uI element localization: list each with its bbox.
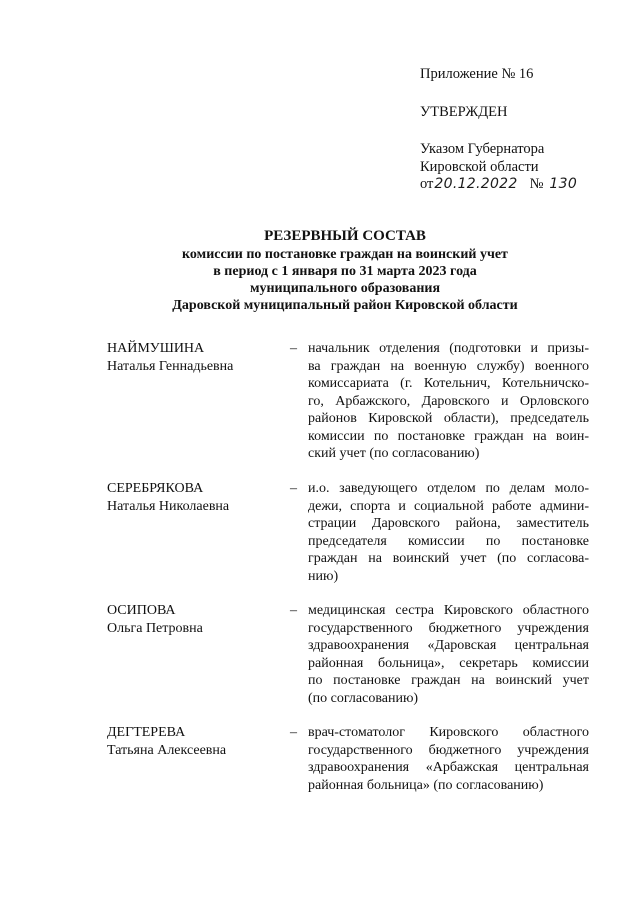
decree-line-1: Указом Губернатора xyxy=(420,141,545,157)
member-surname: ОСИПОВА xyxy=(107,603,176,618)
appendix-number: Приложение № 16 xyxy=(420,66,534,82)
member-given-name: Ольга Петровна xyxy=(107,620,203,636)
role-line: начальник отделения (подготовки и призы- xyxy=(308,341,589,356)
role-line: страции Даровского района, заместитель xyxy=(308,516,589,531)
member-name-block xyxy=(107,724,287,759)
role-line: комиссариата (г. Котельнич, Котельничско- xyxy=(308,376,589,391)
member-role xyxy=(308,602,589,707)
role-line: государственного бюджетного учреждения xyxy=(308,742,589,758)
title-line-5: Даровской муниципальный район Кировской области xyxy=(172,298,518,313)
title-line-3: в период с 1 января по 31 марта 2023 года xyxy=(213,264,477,279)
number-sign: № xyxy=(529,176,544,192)
title-main: РЕЗЕРВНЫЙ СОСТАВ xyxy=(264,228,426,244)
member-role xyxy=(308,724,589,794)
dash-separator: – xyxy=(290,481,297,496)
dash-separator: – xyxy=(290,603,297,618)
role-line: председателя комиссии по постановке xyxy=(308,533,589,549)
dash-separator: – xyxy=(290,341,297,356)
title-line-2: комиссии по постановке граждан на воинский учет xyxy=(182,247,508,262)
member-surname: СЕРЕБРЯКОВА xyxy=(107,481,204,496)
role-line: дежи, спорта и социальной работе админи- xyxy=(308,498,589,514)
approval-stamp xyxy=(420,66,620,194)
document-title xyxy=(100,228,590,314)
decree-date-line xyxy=(420,176,620,194)
role-line: (по согласованию) xyxy=(308,690,419,706)
member-given-name: Наталья Геннадьевна xyxy=(107,358,234,374)
role-line: здравоохранения «Даровская центральная xyxy=(308,638,589,653)
role-line: районная больница» (по согласованию) xyxy=(308,777,544,793)
member-surname: НАЙМУШИНА xyxy=(107,341,205,356)
member-name-block xyxy=(107,602,287,637)
date-prefix: от xyxy=(420,176,434,192)
role-line: государственного бюджетного учреждения xyxy=(308,620,589,636)
decree-line-2: Кировской области xyxy=(420,158,539,175)
role-line: по постановке граждан на воинский учет xyxy=(308,673,589,688)
role-line: медицинская сестра Кировского областного xyxy=(308,603,589,618)
role-line: районная больница», секретарь комиссии xyxy=(308,655,589,671)
role-line: районов Кировской области), председатель xyxy=(308,411,589,426)
dash-separator: – xyxy=(290,725,297,740)
member-role xyxy=(308,480,589,585)
role-line: врач-стоматолог Кировского областного xyxy=(308,725,589,740)
role-line: граждан на воинский учет (по согласова- xyxy=(308,551,589,566)
role-line: и.о. заведующего отделом по делам моло- xyxy=(308,481,589,496)
role-line: нию) xyxy=(308,568,339,584)
member-given-name: Наталья Николаевна xyxy=(107,498,230,514)
member-role xyxy=(308,340,589,463)
handwritten-date: 20.12.2022 xyxy=(434,176,518,192)
role-line: ский учет (по согласованию) xyxy=(308,446,480,461)
title-line-4: муниципального образования xyxy=(249,281,441,296)
member-name-block xyxy=(107,480,287,515)
handwritten-number: 130 xyxy=(549,176,578,192)
role-line: ва граждан на военную службу) военного xyxy=(308,358,589,374)
role-line: го, Арбажского, Даровского и Орловского xyxy=(308,393,589,409)
member-name-block xyxy=(107,340,287,375)
approved-label: УТВЕРЖДЕН xyxy=(420,103,508,120)
role-line: здравоохранения «Арбажская центральная xyxy=(308,760,589,775)
member-surname: ДЕГТЕРЕВА xyxy=(107,725,186,740)
member-given-name: Татьяна Алексеевна xyxy=(107,742,227,758)
role-line: комиссии по постановке граждан на воин- xyxy=(308,428,589,444)
